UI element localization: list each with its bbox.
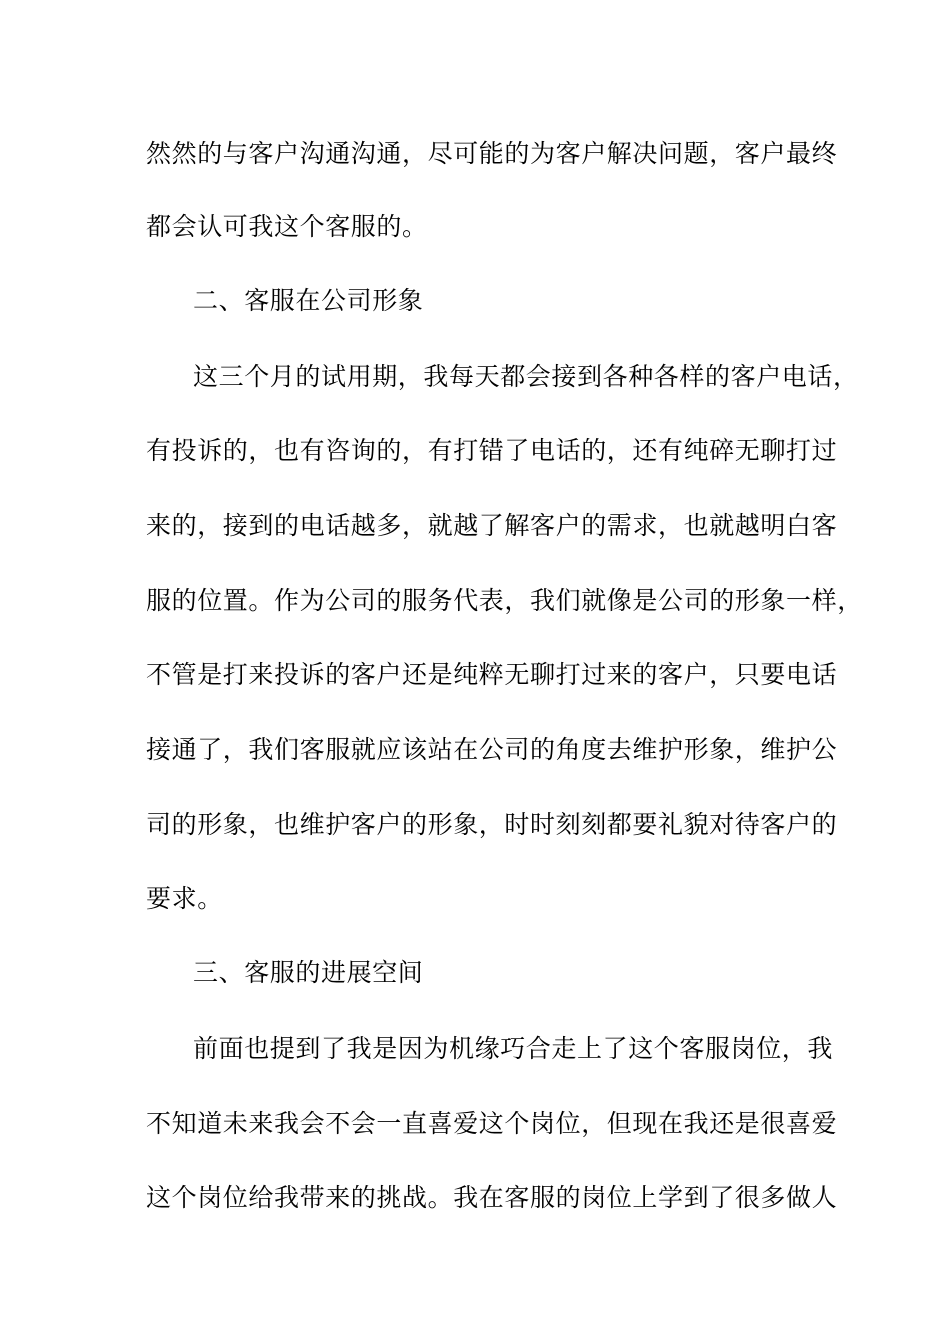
body-line: 这个岗位给我带来的挑战。我在客服的岗位上学到了很多做人 [146, 1183, 838, 1212]
body-line: 然然的与客户沟通沟通，尽可能的为客户解决问题，客户最终 [146, 139, 838, 168]
section-heading: 二、客服在公司形象 [193, 286, 424, 315]
body-line: 都会认可我这个客服的。 [146, 212, 428, 241]
body-line: 司的形象，也维护客户的形象，时时刻刻都要礼貌对待客户的 [146, 810, 838, 839]
body-line: 不管是打来投诉的客户还是纯粹无聊打过来的客户，只要电话 [146, 660, 838, 689]
section-heading: 三、客服的进展空间 [193, 958, 424, 987]
body-line: 来的，接到的电话越多，就越了解客户的需求，也就越明白客 [146, 511, 838, 540]
body-line: 服的位置。作为公司的服务代表，我们就像是公司的形象一样， [146, 586, 863, 615]
body-line: 不知道未来我会不会一直喜爱这个岗位，但现在我还是很喜爱 [146, 1109, 838, 1138]
paragraph-first-line: 这三个月的试用期，我每天都会接到各种各样的客户电话， [193, 362, 859, 391]
body-line: 有投诉的，也有咨询的，有打错了电话的，还有纯碎无聊打过 [146, 436, 838, 465]
body-line: 接通了，我们客服就应该站在公司的角度去维护形象，维护公 [146, 735, 838, 764]
body-line: 要求。 [146, 884, 223, 913]
paragraph-first-line: 前面也提到了我是因为机缘巧合走上了这个客服岗位，我 [193, 1034, 834, 1063]
